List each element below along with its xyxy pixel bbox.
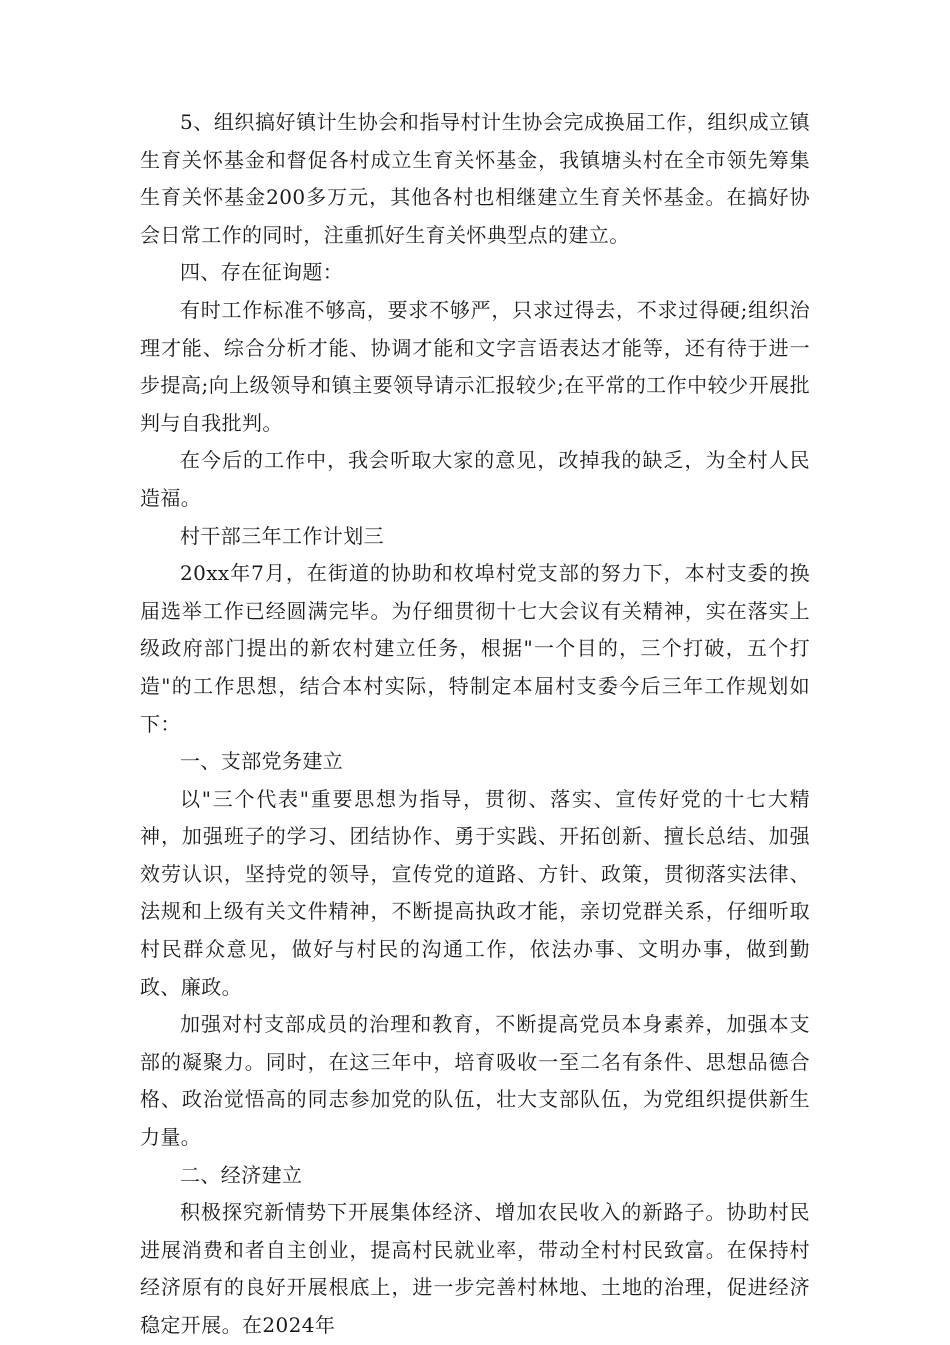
paragraph-problems: 有时工作标准不够高，要求不够严，只求过得去，不求过得硬;组织治理才能、综合分析才能、协调才能和文字言语表达才能等，还有待于进一步提高;向上级领导和镇主要领导请示汇报较少;在平常的工作中较少开展批判与自我批判。 <box>140 297 810 435</box>
section-heading-existing-problems: 四、存在征询题： <box>180 260 344 285</box>
paragraph-future-work: 在今后的工作中，我会听取大家的意见，改掉我的缺乏，为全村人民造福。 <box>140 448 810 510</box>
paragraph-item-5-birth-care-fund: 5、组织搞好镇计生协会和指导村计生协会完成换届工作，组织成立镇生育关怀基金和督促各村成立生育关怀基金，我镇塘头村在全市领先筹集生育关怀基金200多万元，其他各村也相继建立生育关怀基金。在搞好协会日常工作的同时，注重抓好生育关怀典型点的建立。 <box>140 110 810 247</box>
paragraph-plan-intro: 20xx年7月，在街道的协助和枚埠村党支部的努力下，本村支委的换届选举工作已经圆满完毕。为仔细贯彻十七大会议有关精神，实在落实上级政府部门提出的新农村建立任务，根据"一个目的，三个打破，五个打造"的工作思想，结合本村实际，特制定本届村支委今后三年工作规划如下： <box>140 561 810 736</box>
paragraph-economic-building: 积极探究新情势下开展集体经济、增加农民收入的新路子。协助村民进展消费和者自主创业，提高村民就业率，带动全村村民致富。在保持村经济原有的良好开展根底上，进一步完善村林地、土地的治理，促进经济稳定开展。在2024年 <box>140 1200 810 1337</box>
plan-title: 村干部三年工作计划三 <box>180 523 384 548</box>
paragraph-party-building: 以"三个代表"重要思想为指导，贯彻、落实、宣传好党的十七大精神，加强班子的学习、团结协作、勇于实践、开拓创新、擅长总结、加强效劳认识，坚持党的领导，宣传党的道路、方针、政策，贯彻落实法律、法规和上级有关文件精神，不断提高执政才能，亲切党群关系，仔细听取村民群众意见，做好与村民的沟通工作，依法办事、文明办事，做到勤政、廉政。 <box>140 786 810 999</box>
section-heading-economic-building: 二、经济建立 <box>180 1162 303 1187</box>
document-body <box>140 104 810 1345</box>
section-heading-party-building: 一、支部党务建立 <box>180 749 344 774</box>
paragraph-member-education: 加强对村支部成员的治理和教育，不断提高党员本身素养，加强本支部的凝聚力。同时，在这三年中，培育吸收一至二名有条件、思想品德合格、政治觉悟高的同志参加党的队伍，壮大支部队伍，为党组织提供新生力量。 <box>140 1012 810 1150</box>
